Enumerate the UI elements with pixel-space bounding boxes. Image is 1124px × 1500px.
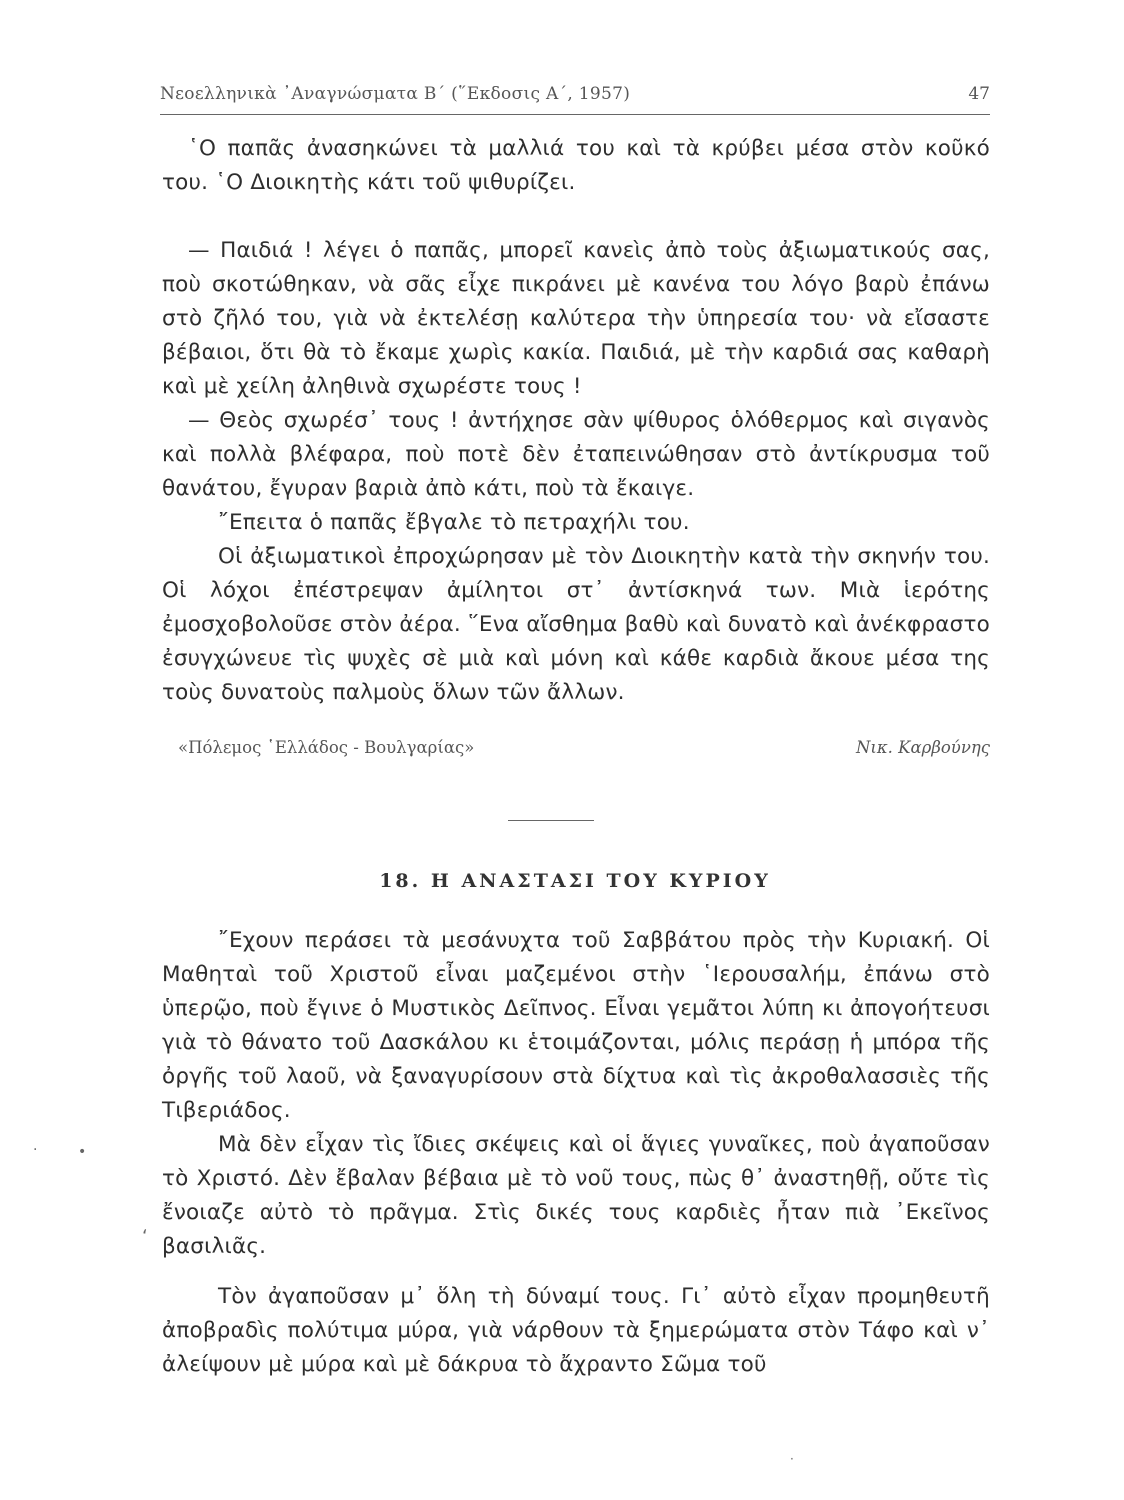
scan-speck-mark: ʻ: [142, 1226, 148, 1247]
page-number: 47: [968, 84, 990, 104]
running-head: [160, 80, 990, 115]
chapter-paragraph-2: Μὰ δὲν εἶχαν τὶς ἴδιες σκέψεις καὶ οἱ ἅγιες γυναῖκες, ποὺ ἀγαποῦσαν τὸ Χριστό. Δὲν ἔβαλαν βέβαια μὲ τὸ νοῦ τους, πὼς θ᾿ ἀναστηθῇ, οὔτε τὶς ἔνοιαζε αὐτὸ τὸ πρᾶγμα. Στὶς δικές τους καρδιὲς ἦταν πιὰ ᾿Εκεῖνος βασιλιᾶς.: [162, 1132, 990, 1259]
story-paragraph-1: ῾Ο παπᾶς ἀνασηκώνει τὰ μαλλιά του καὶ τὰ κρύβει μέσα στὸν κοῦκό του. ῾Ο Διοικητὴς κάτι τοῦ ψιθυρίζει.: [162, 136, 990, 195]
story-paragraph-2: — Παιδιά ! λέγει ὁ παπᾶς, μπορεῖ κανεὶς ἀπὸ τοὺς ἀξιωματικούς σας, ποὺ σκοτώθηκαν, νὰ σᾶς εἶχε πικράνει μὲ κανένα του λόγο βαρὺ ἐπάνω στὸ ζῆλό του, γιὰ νὰ ἐκτελέσῃ καλύτερα τὴν ὑπηρεσία του· νὰ εἴσαστε βέβαιοι, ὅτι θὰ τὸ ἔκαμε χωρὶς κακία. Παιδιά, μὲ τὴν καρδιά σας καθαρὴ καὶ μὲ χείλη ἀληθινὰ σχωρέστε τους !: [162, 238, 990, 399]
story-paragraph-3: — Θεὸς σχωρέσ᾿ τους ! ἀντήχησε σὰν ψίθυρος ὁλόθερμος καὶ σιγανὸς καὶ πολλὰ βλέφαρα, ποὺ ποτὲ δὲν ἐταπεινώθησαν στὸ ἀντίκρυσμα τοῦ θανάτου, ἔγυραν βαριὰ ἀπὸ κάτι, ποὺ τὰ ἔκαιγε.: [162, 408, 990, 501]
attribution: [178, 738, 990, 770]
scan-speck-mark: ·: [790, 1452, 794, 1466]
author-name: Νικ. Καρβούνης: [855, 738, 990, 757]
story-paragraph-5: Οἱ ἀξιωματικοὶ ἐπροχώρησαν μὲ τὸν Διοικητὴν κατὰ τὴν σκηνήν του. Οἱ λόχοι ἐπέστρεψαν ἀμίλητοι στ᾿ ἀντίσκηνά των. Μιὰ ἱερότης ἐμοσχοβολοῦσε στὸν ἀέρα. ῞Ενα αἴσθημα βαθὺ καὶ δυνατὸ καὶ ἀνέκφραστο ἐσυγχώνευε τὶς ψυχὲς σὲ μιὰ καὶ μόνη καὶ κάθε καρδιὰ ἄκουε μέσα της τοὺς δυνατοὺς παλμοὺς ὅλων τῶν ἄλλων.: [162, 544, 990, 705]
scan-speck-mark: ·: [33, 1142, 38, 1158]
chapter-paragraph-1: ῎Εχουν περάσει τὰ μεσάνυχτα τοῦ Σαββάτου πρὸς τὴν Κυριακή. Οἱ Μαθηταὶ τοῦ Χριστοῦ εἶναι μαζεμένοι στὴν ῾Ιερουσαλήμ, ἐπάνω στὸ ὑπερῷο, ποὺ ἔγινε ὁ Μυστικὸς Δεῖπνος. Εἶναι γεμᾶτοι λύπη κι ἀπογοήτευσι γιὰ τὸ θάνατο τοῦ Δασκάλου κι ἑτοιμάζονται, μόλις περάσῃ ἡ μπόρα τῆς ὀργῆς τοῦ λαοῦ, νὰ ξαναγυρίσουν στὰ δίχτυα καὶ τὶς ἀκροθαλασσιὲς τῆς Τιβεριάδος.: [162, 928, 990, 1123]
scan-speck-mark: •: [78, 1144, 87, 1160]
running-title: Νεοελληνικὰ ᾿Αναγνώσματα Β΄ (῞Εκδοσις Α΄, 1957): [160, 84, 631, 104]
source-title: «Πόλεμος ῾Ελλάδος - Βουλγαρίας»: [178, 738, 475, 757]
chapter-heading: 18. Η ΑΝΑΣΤΑΣΙ ΤΟΥ ΚΥΡΙΟΥ: [379, 870, 771, 892]
section-divider: [508, 820, 594, 821]
story-paragraph-4: ῎Επειτα ὁ παπᾶς ἔβγαλε τὸ πετραχήλι του.: [218, 510, 690, 535]
chapter-paragraph-3: Τὸν ἀγαποῦσαν μ᾿ ὅλη τὴ δύναμί τους. Γι᾿ αὐτὸ εἶχαν προμηθευτῆ ἀποβραδὶς πολύτιμα μύρα, γιὰ νάρθουν τὰ ξημερώματα στὸν Τάφο καὶ ν᾿ ἀλείψουν μὲ μύρα καὶ μὲ δάκρυα τὸ ἄχραντο Σῶμα τοῦ: [162, 1284, 990, 1377]
